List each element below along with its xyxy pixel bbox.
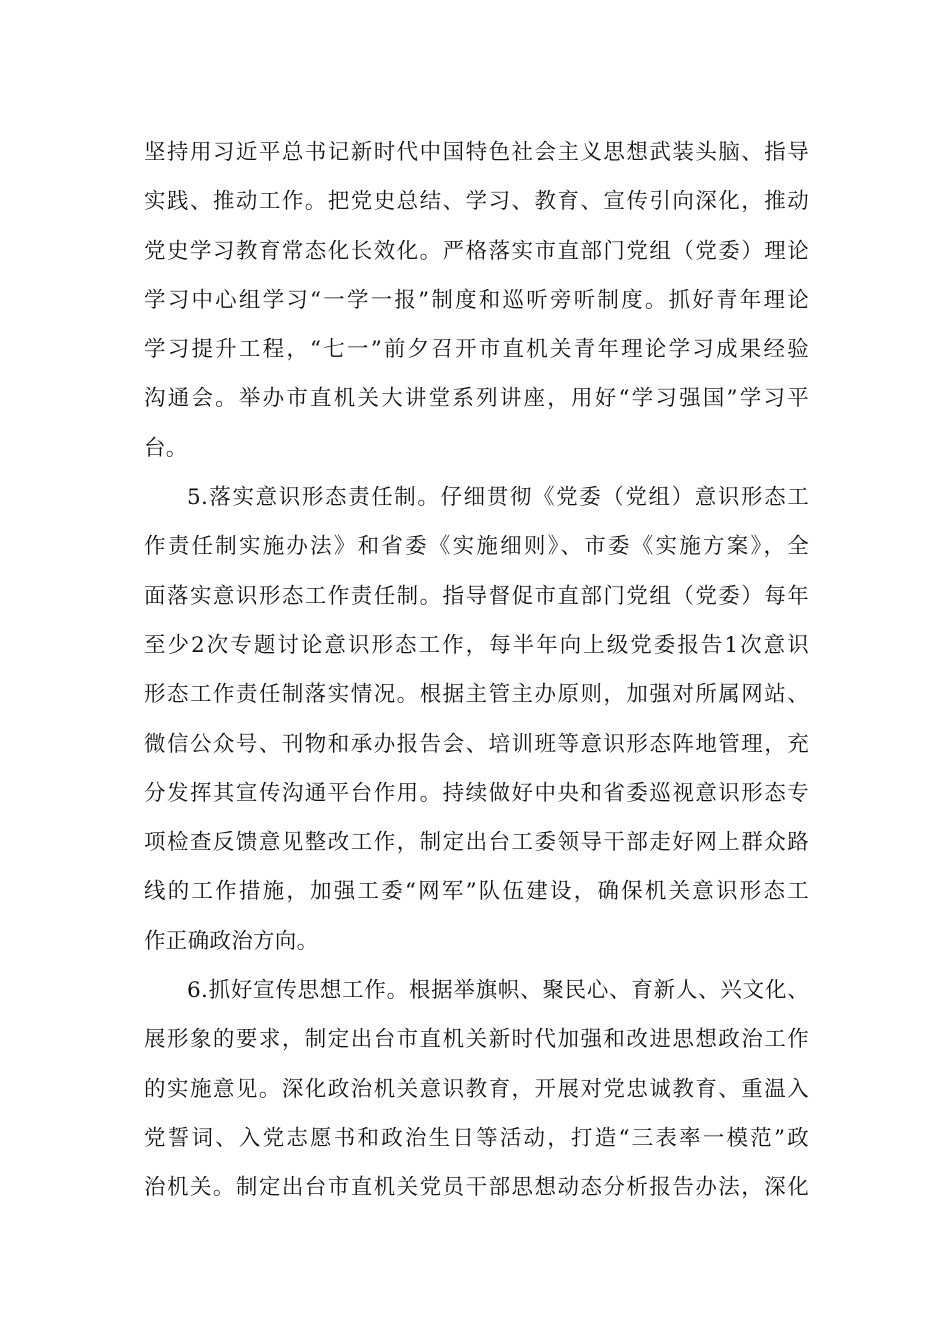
text-line: 党史学习教育常态化长效化。严格落实市直部门党组（党委）理论	[144, 238, 809, 264]
text-line: 至少2次专题讨论意识形态工作，每半年向上级党委报告1次意识	[144, 632, 809, 658]
body-text	[144, 128, 809, 1213]
text-line: 微信公众号、刊物和承办报告会、培训班等意识形态阵地管理，充	[144, 731, 809, 757]
text-line: 沟通会。举办市直机关大讲堂系列讲座，用好“学习强国”学习平	[144, 386, 809, 412]
text-line: 坚持用习近平总书记新时代中国特色社会主义思想武装头脑、指导	[144, 140, 809, 165]
text-line: 作责任制实施办法》和省委《实施细则》、市委《实施方案》，全	[144, 534, 809, 560]
text-line: 展形象的要求，制定出台市直机关新时代加强和改进思想政治工作	[144, 1027, 809, 1053]
text-line: 分发挥其宣传沟通平台作用。持续做好中央和省委巡视意识形态专	[144, 780, 809, 806]
text-line: 学习中心组学习“一学一报”制度和巡听旁听制度。抓好青年理论	[144, 287, 809, 313]
text-line: 面落实意识形态工作责任制。指导督促市直部门党组（党委）每年	[144, 583, 809, 609]
text-line: 线的工作措施，加强工委“网军”队伍建设，确保机关意识形态工	[144, 879, 809, 905]
text-line: 治机关。制定出台市直机关党员干部思想动态分析报告办法，深化	[144, 1175, 809, 1201]
text-line: 项检查反馈意见整改工作，制定出台工委领导干部走好网上群众路	[144, 830, 809, 856]
text-line: 形态工作责任制落实情况。根据主管主办原则，加强对所属网站、	[144, 682, 809, 708]
section-5-heading-line: 5.落实意识形态责任制。仔细贯彻《党委（党组）意识形态工	[187, 485, 809, 511]
text-line: 实践、推动工作。把党史总结、学习、教育、宣传引向深化，推动	[144, 189, 809, 215]
text-line: 的实施意见。深化政治机关意识教育，开展对党忠诚教育、重温入	[144, 1076, 809, 1102]
section-6-heading-line: 6.抓好宣传思想工作。根据举旗帜、聚民心、育新人、兴文化、	[187, 978, 809, 1004]
paragraph-end-line: 作正确政治方向。	[144, 928, 319, 954]
text-line: 学习提升工程，“七一”前夕召开市直机关青年理论学习成果经验	[144, 337, 809, 363]
text-line: 党誓词、入党志愿书和政治生日等活动，打造“三表率一模范”政	[144, 1125, 809, 1151]
paragraph-end-line: 台。	[144, 435, 188, 461]
